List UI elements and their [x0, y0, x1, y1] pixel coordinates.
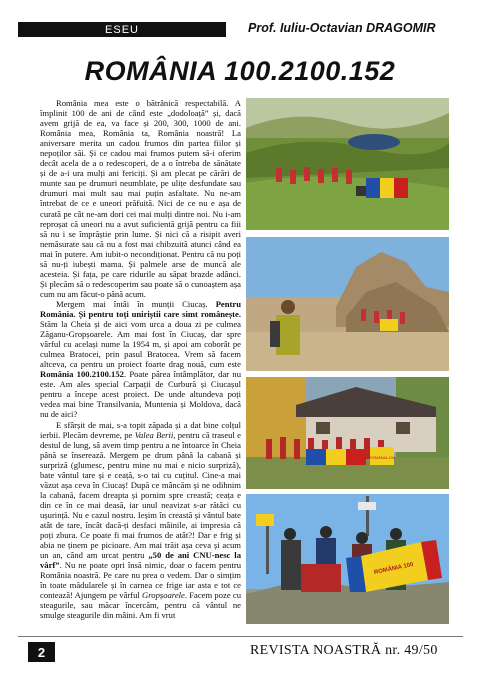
- author-name: Prof. Iuliu-Octavian DRAGOMIR: [248, 21, 436, 35]
- page-number: 2: [28, 642, 55, 662]
- article-title: ROMÂNIA 100.2100.152: [84, 56, 396, 86]
- section-label: ESEU: [18, 22, 226, 37]
- paragraph-1: România mea este o bătrânică respectabilă. A împlinit 100 de ani de când este „dodoloață” și, dacă avem grijă de ea, va face și 200, 300, 1000 de ani. România mea, România ta, România noastră! La aniversare merita un cadou frumos din partea fiilor și nepoților săi. Și ce cadou mai frumos putem să-i oferim decât acela de a o redescoperi, de a o întreba de sănătate și de a-i ura mulți ani fericiți. Și am plecat pe cărări de munte sau pe drumuri neumblate, pe ulițe desfundate sau drumuri mai mult sau mai puțin asfaltate. Nu ne-am întrebat de ce e uneori prăfuită. Nici de ce nu e așa de curată pe cât ne-am dori cei mai mulți dintre noi. Nu i-am reproșat că uneori nu a avut suficientă grijă pentru ca fiii să nu i se împrăștie prin lume. Și nici că a risipit averi nemăsurate sau că nu a fost mai chibzuită atunci când ea mai în putere. Am iubit-o necondiționat. Pentru că nu poți să nu-ți iubești mama. Și palmele arse de muncă ale acesteia. Și fața, pe care ridurile au săpat brazde adânci. Și plecăm să o redescoperim sau poate să o cunoaștem așa cum nu am făcut-o până acum.: [40, 98, 241, 299]
- footer-divider: [18, 636, 463, 637]
- photo-group-flags-peak: [246, 494, 449, 624]
- photo3-banner-text: ROMÂNIA 100: [368, 455, 396, 460]
- magazine-issue: REVISTA NOASTRĂ nr. 49/50: [250, 643, 438, 658]
- photo-group-cabin: [246, 377, 449, 489]
- article-body: [40, 98, 241, 635]
- paragraph-2: Mergem mai întâi în munții Ciucaș. Pentru România. Și pentru toți uniriștii care simt românește. Stăm la Cheia și de aici vom urca a doua zi pe culmea Zăganu-Gropșoarele. Am mai fost în Ciucaș, dar spre vârful cu același nume la 1954 m, și apoi am coborât pe culmea Bratocei, prin pasul Bratocea. Vrem să facem altceva, ca pentru un proiect foarte drag nouă, cum este România 100.2100.152. Poate părea întâmplător, dar nu este. Am ales special Carpații de Curbură și Ciucașul pentru a începe acest proiect. De unde altundeva poți vedea mai bine Transilvania, Muntenia și Moldova, dacă nu de aici?: [40, 298, 241, 420]
- photo4-banner-text: ROMÂNIA 100: [373, 561, 415, 577]
- photo-hiker-rocks: [246, 237, 449, 371]
- paragraph-3: E sfârșit de mai, s-a topit zăpada și a dat bine colțul ierbii. Plecăm devreme, pe Valea Berii, pentru că traseul e destul de lung, să avem timp pentru a ne întoarce în Cheia până se înserează. Mergem pe drum până la cabană și surpriză (glumesc, pentru mine nu mai e nicio surpriză), bate vântul tare și e ceață, s-o tai cu cuțitul. Cine-a mai văzut așa ceva în Ciucaș! După ce mâncăm și ne odihnim la cabană, facem dreapta și pornim spre creastă; ceața e din ce în ce mai deasă, iar unul neavizat s-ar rătăci cu ușurință. Nu e cazul nostru. Ieșim în creastă și vântul bate atât de tare, încât dacă-ți desfaci mâinile, ai impresia că poți zbura. Ce poate fi mai frumos de atât?! Dar e frig și abia ne ținem pe picioare. Am mai trăit așa ceva și acum un an, când am urcat pentru „50 de ani CNU-nesc la vârf”. Nu ne poate opri însă nimic, doar o facem pentru România noastră. Pe care nu prea o vedem. Dar o simțim în toate mădularele și în carnea ce frige iar asta e tot ce contează! Ajungem pe vârful Gropșoarele. Facem poze cu steagurile, sau măcar încercăm, pentru că vântul ne smulge steagurile din mâini. Am fi vrut: [40, 419, 241, 621]
- photo-mountain-lake-group: [246, 98, 449, 230]
